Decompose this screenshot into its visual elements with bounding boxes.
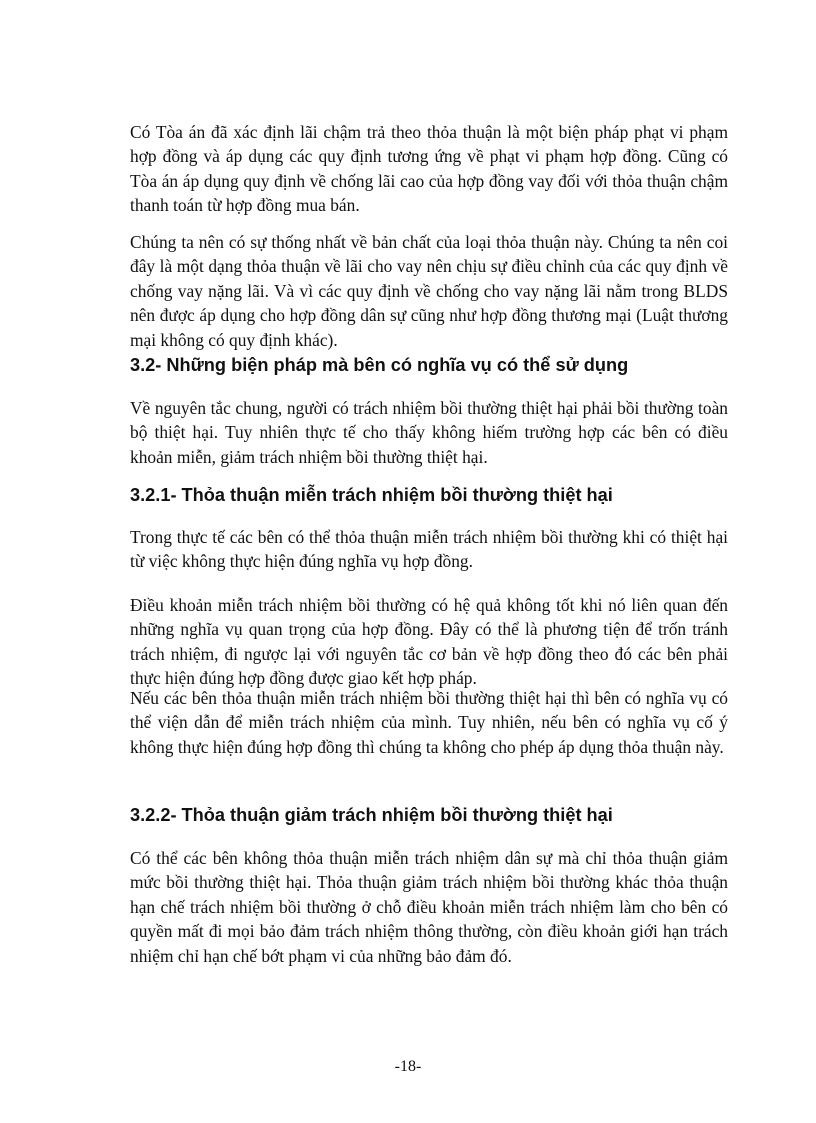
paragraph-nature-of-agreement: Chúng ta nên có sự thống nhất về bản chất của loại thỏa thuận này. Chúng ta nên coi đây là một dạng thỏa thuận về lãi cho vay nên chịu sự điều chỉnh của các quy định về chống vay nặng lãi. Và vì các quy định về chống cho vay nặng lãi nằm trong BLDS nên được áp dụng cho hợp đồng dân sự cũng như hợp đồng thương mại (Luật thương mại không có quy định khác). (130, 232, 728, 350)
paragraph-exemption-invocation: Nếu các bên thỏa thuận miễn trách nhiệm bồi thường thiệt hại thì bên có nghĩa vụ có thể viện dẫn để miễn trách nhiệm của mình. Tuy nhiên, nếu bên có nghĩa vụ cố ý không thực hiện đúng hợp đồng thì chúng ta không cho phép áp dụng thỏa thuận này. (130, 688, 728, 757)
page-number: -18- (394, 1058, 422, 1075)
section-heading-3-2-1: 3.2.1- Thỏa thuận miễn trách nhiệm bồi thường thiệt hại (130, 485, 613, 505)
paragraph-exemption-consequence: Điều khoản miễn trách nhiệm bồi thường có hệ quả không tốt khi nó liên quan đến những nghĩa vụ quan trọng của hợp đồng. Đây có thể là phương tiện để trốn tránh trách nhiệm, đi ngược lại với nguyên tắc cơ bản về hợp đồng theo đó các bên phải thực hiện đúng hợp đồng được giao kết hợp pháp. (130, 595, 728, 689)
paragraph-late-interest: Có Tòa án đã xác định lãi chậm trả theo thỏa thuận là một biện pháp phạt vi phạm hợp đồng và áp dụng các quy định tương ứng về phạt vi phạm hợp đồng. Cũng có Tòa án áp dụng quy định về chống lãi cao của hợp đồng vay đối với thỏa thuận chậm thanh toán từ hợp đồng mua bán. (130, 122, 728, 216)
paragraph-exemption-practice: Trong thực tế các bên có thể thỏa thuận miễn trách nhiệm bồi thường khi có thiệt hại từ việc không thực hiện đúng nghĩa vụ hợp đồng. (130, 527, 728, 572)
section-heading-3-2-2: 3.2.2- Thỏa thuận giảm trách nhiệm bồi thường thiệt hại (130, 805, 613, 825)
paragraph-reduction-agreement: Có thể các bên không thỏa thuận miễn trách nhiệm dân sự mà chỉ thỏa thuận giảm mức bồi thường thiệt hại. Thỏa thuận giảm trách nhiệm bồi thường khác thỏa thuận hạn chế trách nhiệm bồi thường ở chỗ điều khoản miễn trách nhiệm làm cho bên có quyền mất đi mọi bảo đảm trách nhiệm thông thường, còn điều khoản giới hạn trách nhiệm chỉ hạn chế bớt phạm vi của những bảo đảm đó. (130, 848, 728, 966)
section-heading-3-2: 3.2- Những biện pháp mà bên có nghĩa vụ có thể sử dụng (130, 355, 629, 375)
paragraph-general-principle: Về nguyên tắc chung, người có trách nhiệm bồi thường thiệt hại phải bồi thường toàn bộ thiệt hại. Tuy nhiên thực tế cho thấy không hiếm trường hợp các bên có điều khoản miễn, giảm trách nhiệm bồi thường thiệt hại. (130, 398, 728, 467)
